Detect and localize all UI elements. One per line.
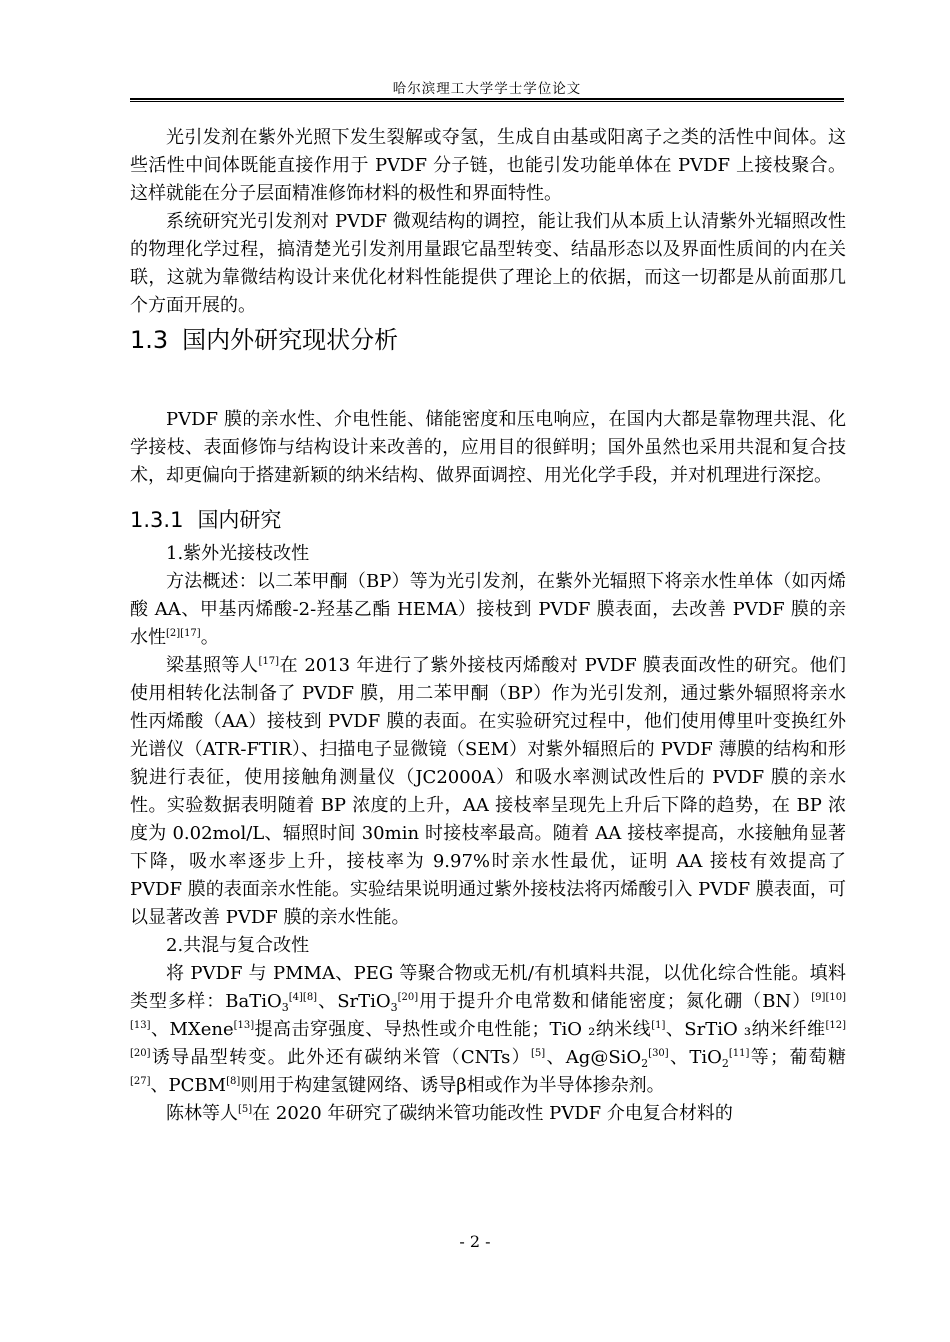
text-run: 、Ag@SiO — [545, 1047, 642, 1068]
text-run: 则用于构建氢键网络、诱导β相或作为半导体掺杂剂。 — [240, 1075, 665, 1096]
list-heading-uv-grafting: 1.紫外光接枝改性 — [166, 543, 310, 564]
citation: [12][20] — [130, 1020, 846, 1059]
citation: [8] — [226, 1076, 241, 1087]
text-run: 提高击穿强度、导热性或介电性能；TiO ₂纳米线 — [254, 1019, 652, 1040]
citation: [27] — [130, 1076, 151, 1087]
list-heading-blending: 2.共混与复合改性 — [166, 935, 310, 956]
paragraph-research-overview: PVDF 膜的亲水性、介电性能、储能密度和压电响应，在国内大都是靠物理共混、化学接枝、表面修饰与结构设计来改善的，应用目的很鲜明；国外虽然也采用共混和复合技术，却更偏向于搭建新颖的纳米结构、做界面调控、用光化学手段，并对机理进行深挖。 — [130, 409, 846, 486]
citation: [13] — [233, 1020, 255, 1031]
citation: [17] — [258, 656, 280, 667]
citation: [1] — [651, 1020, 666, 1031]
section-number: 1.3 — [130, 326, 169, 354]
text-run: 方法概述：以二苯甲酮（BP）等为光引发剂，在紫外光辐照下将亲水性单体（如丙烯酸 AA、甲基丙烯酸-2-羟基乙酯 HEMA）接枝到 PVDF 膜表面，去改善 PVDF 膜的亲水性 — [130, 571, 846, 648]
paragraph-photoinitiator-mechanism: 光引发剂在紫外光照下发生裂解或夺氢，生成自由基或阳离子之类的活性中间体。这些活性中间体既能直接作用于 PVDF 分子链，也能引发功能单体在 PVDF 上接枝聚合。这样就能在分子层面精准修饰材料的极性和界面特性。 — [130, 127, 846, 204]
text-run: 陈林等人 — [166, 1103, 238, 1124]
paragraph-method-overview — [130, 568, 846, 652]
header-rule — [130, 98, 844, 102]
citation: [11] — [728, 1048, 750, 1059]
subsection-heading-1-3-1 — [130, 500, 846, 540]
text-run: 。 — [200, 627, 219, 648]
subscript: 2 — [721, 1057, 729, 1070]
text-run: 在 2020 年研究了碳纳米管功能改性 PVDF 介电复合材料的 — [252, 1103, 733, 1124]
section-heading-1-3 — [130, 320, 846, 360]
text-run: 、MXene — [150, 1019, 234, 1040]
citation: [5] — [238, 1104, 253, 1115]
subsection-number: 1.3.1 — [130, 508, 184, 532]
subsection-title: 国内研究 — [197, 508, 282, 532]
paragraph-systematic-study: 系统研究光引发剂对 PVDF 微观结构的调控，能让我们从本质上认清紫外光辐照改性的物理化学过程，搞清楚光引发剂用量跟它晶型转变、结晶形态以及界面性质间的内在关联，这就为靠微结构设计来优化材料性能提供了理论上的依据，而这一切都是从前面那几个方面开展的。 — [130, 211, 846, 316]
citation: [30] — [648, 1048, 669, 1059]
text-run: 、SrTiO — [317, 991, 391, 1012]
paragraph-liang-study — [130, 652, 846, 932]
citation: [2][17] — [166, 628, 201, 639]
text-run: 在 2013 年进行了紫外接枝丙烯酸对 PVDF 膜表面改性的研究。他们使用相转化法制备了 PVDF 膜，用二苯甲酮（BP）作为光引发剂，通过紫外辐照将亲水性丙烯酸（AA）接枝到 PVDF 膜的表面。在实验研究过程中，他们使用傅里叶变换红外光谱仪（ATR-FTIR）、扫描电子显微镜（SEM）对紫外辐照后的 PVDF 薄膜的结构和形貌进行表征，使用接触角测量仪（JC2000A）和吸水率测试改性后的 PVDF 膜的亲水性。实验数据表明随着 BP 浓度的上升，AA 接枝率呈现先上升后下降的趋势，在 BP 浓度为 0.02mol/L、辐照时间 30min 时接枝率最高。随着 AA 接枝率提高，水接触角显著下降，吸水率逐步上升，接枝率为 9.97%时亲水性最优，证明 AA 接枝有效提高了 PVDF 膜的表面亲水性能。实验结果说明通过紫外接枝法将丙烯酸引入 PVDF 膜表面，可以显著改善 PVDF 膜的亲水性能。 — [130, 655, 847, 928]
running-header: 哈尔滨理工大学学士学位论文 — [392, 81, 582, 97]
text-run: 、PCBM — [150, 1075, 227, 1096]
subscript: 3 — [281, 1001, 289, 1014]
text-run: 将 PVDF 与 PMMA、PEG 等聚合物或无机/有机填料共混，以优化综合性能。填料类型多样：BaTiO — [130, 963, 846, 1012]
citation: [9][10][13] — [130, 992, 846, 1031]
page-body — [130, 124, 846, 1128]
text-run: 、TiO — [668, 1047, 722, 1068]
text-run: 、SrTiO ₃纳米纤维 — [665, 1019, 826, 1040]
text-run: 等；葡萄糖 — [749, 1047, 846, 1068]
citation: [5] — [531, 1048, 546, 1059]
text-run: 诱导晶型转变。此外还有碳纳米管（CNTs） — [150, 1047, 531, 1068]
text-run: 用于提升介电常数和储能密度；氮化硼（BN） — [418, 991, 812, 1012]
subscript: 2 — [641, 1057, 649, 1070]
paragraph-blending-fillers — [130, 960, 846, 1100]
page-number: - 2 - — [459, 1232, 491, 1251]
citation: [4][8] — [288, 992, 318, 1003]
citation: [20] — [397, 992, 419, 1003]
section-title: 国内外研究现状分析 — [182, 326, 399, 354]
paragraph-chen-study — [130, 1100, 846, 1128]
text-run: 梁基照等人 — [166, 655, 259, 676]
subscript: 3 — [390, 1001, 398, 1014]
